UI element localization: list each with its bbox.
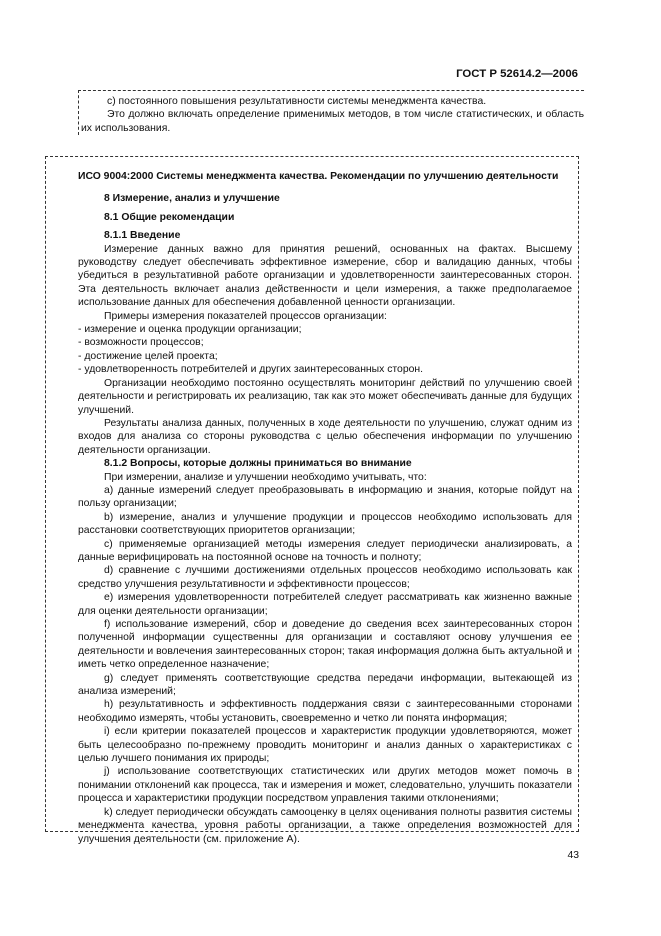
example-item: - удовлетворенность потребителей и других заинтересованных сторон. <box>78 364 424 376</box>
consideration-item-d: d) сравнение с лучшими достижениями отдельных процессов необходимо использовать как средство улучшения результативности и эффективности процессов; <box>78 565 572 590</box>
consideration-item-h: h) результативность и эффективность поддержания связи с заинтересованными сторонами необходимо измерять, чтобы установить, своевременно и четко ли понята информация; <box>78 699 572 724</box>
intro-paragraph-2: Организации необходимо постоянно осуществлять мониторинг действий по улучшению своей деятельности и регистрировать их реализацию, так как это может обеспечивать данные для будущих улучшений. <box>78 377 572 416</box>
item-c: c) постоянного повышения результативности системы менеджмента качества. <box>107 96 487 107</box>
page-number: 43 <box>567 850 579 861</box>
consideration-item-k: k) следует периодически обсуждать самооценку в целях оценивания полноты развития системы менеджмента качества, уровня работы организации, а также определения возможностей для улучшения деятельности (см. приложение А). <box>78 806 572 845</box>
consideration-item-c: c) применяемые организацией методы измерения следует периодически анализировать, а данные верифицировать на постоянной основе на точность и полноту; <box>78 538 572 563</box>
intro-paragraph-3: Результаты анализа данных, полученных в ходе деятельности по улучшению, служат одним из входов для анализа со стороны руководства с целью обеспечения информации по улучшению деятельности организации. <box>78 417 572 456</box>
document-code: ГОСТ Р 52614.2—2006 <box>456 68 578 80</box>
section-8-1-2-heading: 8.1.2 Вопросы, которые должны приниматься во внимание <box>104 458 412 470</box>
section-8-heading: 8 Измерение, анализ и улучшение <box>104 193 280 205</box>
examples-lead: Примеры измерения показателей процессов организации: <box>104 310 387 322</box>
continuation-block <box>78 90 584 135</box>
intro-paragraph-1: Измерение данных важно для принятия решений, основанных на фактах. Высшему руководству следует обеспечивать эффективное измерение, сбор и валидацию данных, чтобы убедиться в результативной работе организации и удовлетворенности заинтересованных сторон. Эта деятельность включает анализ действенности и цели измерения, а также предполагаемое использование данных для обеспечения добавленной ценности организации. <box>78 243 572 309</box>
continuation-paragraph: Это должно включать определение применимых методов, в том числе статистических, и область их использования. <box>81 109 584 134</box>
example-item: - измерение и оценка продукции организации; <box>78 324 302 336</box>
consideration-item-j: j) использование соответствующих статистических или других методов может помочь в понимании отклонений как процесса, так и измерения и может, следовательно, улучшить показатели процесса и характеристики продукции посредством управления такими отклонениями; <box>78 766 572 805</box>
consideration-item-b: b) измерение, анализ и улучшение продукции и процессов необходимо использовать для расстановки соответствующих приоритетов организации; <box>78 511 572 537</box>
section-8-1-1-heading: 8.1.1 Введение <box>104 230 181 242</box>
example-item: - достижение целей проекта; <box>78 350 218 362</box>
section-8-1-heading: 8.1 Общие рекомендации <box>104 211 235 223</box>
consideration-item-f: f) использование измерений, сбор и доведение до сведения всех заинтересованных сторон полученной информации существенны для организации и составляют основу улучшения ее деятельности и вовлечения заинтересованных сторон; такая информация должна быть актуальной и иметь четко определенное назначение; <box>78 619 572 671</box>
consideration-item-g: g) следует применять соответствующие средства передачи информации, вытекающей из анализа измерений; <box>78 672 572 698</box>
consideration-item-i: i) если критерии показателей процессов и характеристик продукции удовлетворяются, может быть целесообразно по-прежнему проводить мониторинг и анализ данных о характеристиках с целью лучшего понимания их природы; <box>78 726 572 765</box>
consideration-item-a: a) данные измерений следует преобразовывать в информацию и знания, которые пойдут на пользу организации; <box>78 484 572 510</box>
consideration-item-e: e) измерения удовлетворенности потребителей следует рассматривать как жизненно важные для оценки деятельности организации; <box>78 592 572 617</box>
iso-quote-box <box>45 156 579 845</box>
considerations-lead: При измерении, анализе и улучшении необходимо учитывать, что: <box>104 471 427 483</box>
example-item: - возможности процессов; <box>78 337 204 349</box>
quote-title: ИСО 9004:2000 Системы менеджмента качества. Рекомендации по улучшению деятельности <box>78 171 559 182</box>
